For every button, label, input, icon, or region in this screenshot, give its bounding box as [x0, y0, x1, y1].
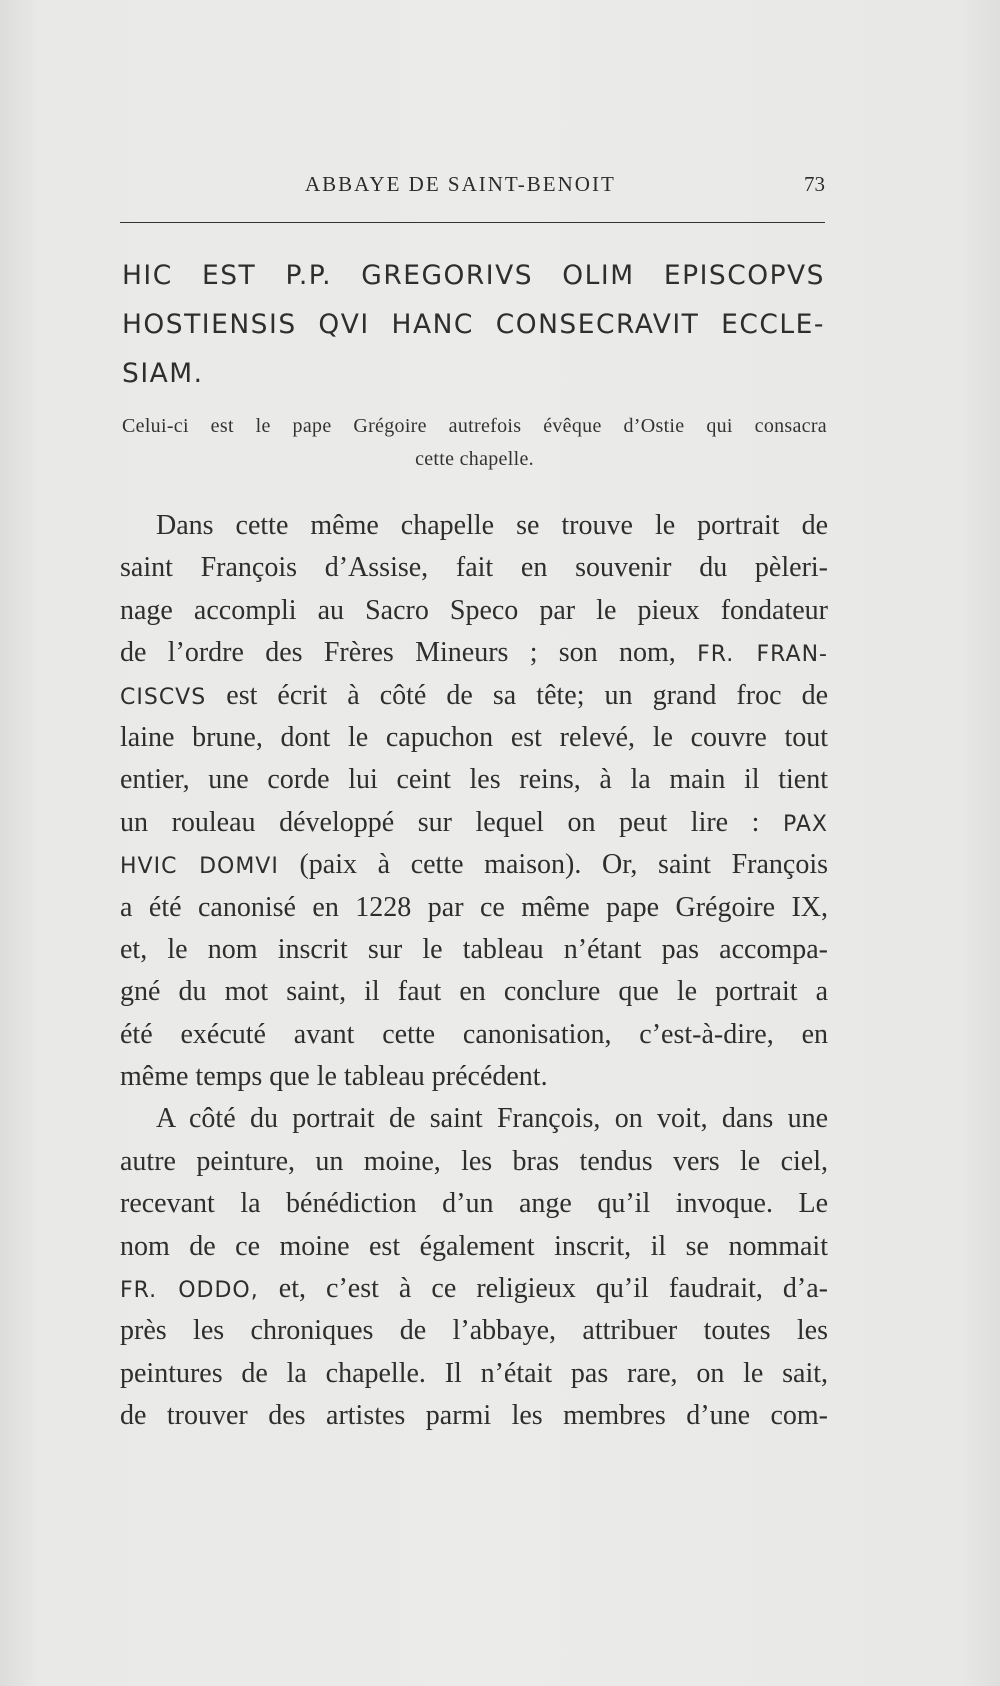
text-line [120, 1268, 828, 1310]
text-line: gné du mot saint, il faut en conclure que le portrait a [120, 976, 828, 1008]
small-caps-name: FR. FRAN- [697, 642, 828, 668]
latin-inscription [122, 251, 825, 398]
running-title: ABBAYE DE SAINT-BENOIT [305, 172, 616, 196]
text-line [120, 844, 828, 886]
text-line: de trouver des artistes parmi les membres d’une com- [120, 1400, 828, 1432]
page-number: 73 [804, 172, 825, 196]
running-head [120, 172, 825, 202]
small-caps-inscription: HVIC DOMVI [120, 854, 279, 880]
translation-line: Celui-ci est le pape Grégoire autrefois évêque d’Ostie qui consacra [122, 415, 827, 437]
text-segment: est écrit à côté de sa tête; un grand froc de [226, 679, 828, 711]
text-line: été exécuté avant cette canonisation, c’est-à-dire, en [120, 1018, 828, 1050]
inscription-translation [122, 410, 827, 476]
text-segment: un rouleau développé sur lequel on peut lire : [120, 806, 760, 838]
inscription-line: HOSTIENSIS QVI HANC CONSECRAVIT ECCLE- [122, 309, 825, 340]
small-caps-name: CISCVS [120, 684, 207, 710]
header-rule [120, 222, 825, 223]
small-caps-name: FR. ODDO, [120, 1278, 259, 1304]
text-segment: et, c’est à ce religieux qu’il faudrait, d’a- [278, 1273, 829, 1305]
inscription-line: HIC EST P.P. GREGORIVS OLIM EPISCOPVS [122, 260, 825, 291]
body-text [120, 505, 828, 1438]
text-line: A côté du portrait de saint François, on voit, dans une [156, 1103, 828, 1135]
text-line: Dans cette même chapelle se trouve le portrait de [156, 510, 828, 541]
text-segment: de l’ordre des Frères Mineurs ; son nom, [120, 637, 676, 669]
text-line [120, 632, 828, 674]
text-line: autre peinture, un moine, les bras tendus vers le ciel, [120, 1145, 828, 1177]
inscription-line: SIAM. [122, 358, 204, 389]
text-line [120, 675, 828, 717]
text-line: recevant la bénédiction d’un ange qu’il invoque. Le [120, 1188, 828, 1220]
small-caps-inscription: PAX [783, 811, 828, 837]
text-segment: (paix à cette maison). Or, saint François [299, 849, 828, 881]
text-line: et, le nom inscrit sur le tableau n’étant pas accompa- [120, 933, 828, 965]
text-line [120, 802, 828, 844]
text-line: entier, une corde lui ceint les reins, à la main il tient [120, 764, 828, 796]
text-line: peintures de la chapelle. Il n’était pas rare, on le sait, [120, 1357, 828, 1389]
translation-line: cette chapelle. [415, 448, 534, 470]
text-line: nage accompli au Sacro Speco par le pieux fondateur [120, 594, 828, 626]
text-line: saint François d’Assise, fait en souvenir du pèleri- [120, 552, 828, 584]
text-line: même temps que le tableau précédent. [120, 1061, 548, 1093]
text-line: laine brune, dont le capuchon est relevé, le couvre tout [120, 721, 828, 753]
text-line: a été canonisé en 1228 par ce même pape Grégoire IX, [120, 891, 828, 923]
text-line: nom de ce moine est également inscrit, il se nommait [120, 1230, 828, 1262]
text-line: près les chroniques de l’abbaye, attribuer toutes les [120, 1315, 828, 1347]
